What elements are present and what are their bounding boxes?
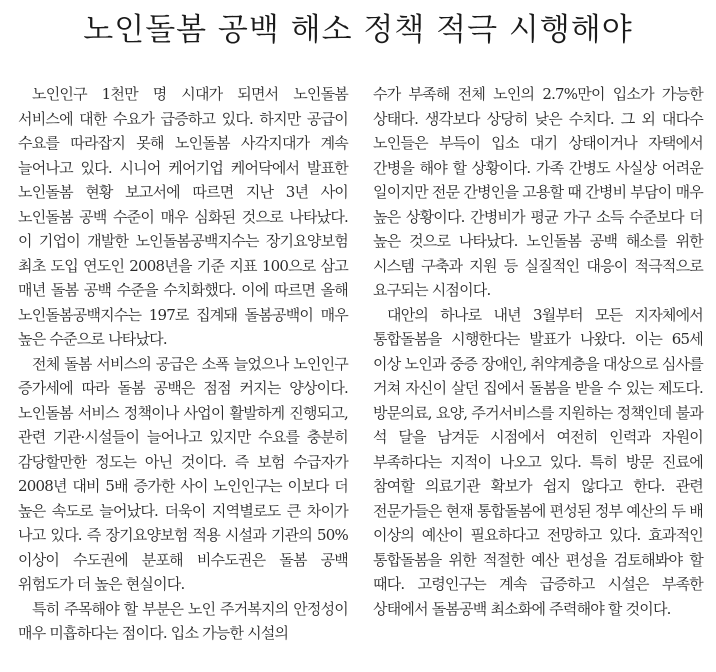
article-right-column: [373, 82, 703, 621]
article-paragraph-4: 대안의 하나로 내년 3월부터 모든 지자체에서 통합돌봄을 시행한다는 발표가 나왔다. 이는 65세 이상 노인과 중증 장애인, 취약계층을 대상으로 심사를 거쳐 자신이 살던 집에서 돌봄을 받을 수 있는 제도다. 방문의료, 요양, 주거서비스를 지원하는 정책인데 불과 석 달을 남겨둔 시점에서 여전히 인력과 자원이 부족하다는 지적이 나오고 있다. 특히 방문 진료에 참여할 의료기관 확보가 쉽지 않다고 한다. 관련 전문가들은 현재 통합돌봄에 편성된 정부 예산의 두 배 이상의 예산이 필요하다고 전망하고 있다. 효과적인 통합돌봄을 위한 적절한 예산 편성을 검토해봐야 할 때다. 고령인구는 계속 급증하고 시설은 부족한 상태에서 돌봄공백 최소화에 주력해야 할 것이다.: [373, 305, 703, 618]
article-paragraph-3-continued: 수가 부족해 전체 노인의 2.7%만이 입소가 가능한 상태다. 생각보다 상당히 낮은 수치다. 그 외 대다수 노인들은 부득이 입소 대기 상태이거나 자택에서 간병을 해야 할 상황이다. 가족 간병도 사실상 어려운 일이지만 전문 간병인을 고용할 때 간병비 부담이 매우 높은 상황이다. 간병비가 평균 가구 소득 수준보다 더 높은 것으로 나타났다. 노인돌봄 공백 해소를 위한 시스템 구축과 지원 등 실질적인 대응이 적극적으로 요구되는 시점이다.: [373, 85, 703, 299]
article-headline: 노인돌봄 공백 해소 정책 적극 시행해야: [83, 12, 633, 48]
article-paragraph-3: 특히 주목해야 할 부분은 노인 주거복지의 안정성이 매우 미흡하다는 점이다. 입소 가능한 시설의: [18, 599, 348, 642]
article-left-column: [18, 82, 348, 646]
article-paragraph-2: 전체 돌봄 서비스의 공급은 소폭 늘었으나 노인인구 증가세에 따라 돌봄 공백은 점점 커지는 양상이다. 노인돌봄 서비스 정책이나 사업이 활발하게 진행되고, 관련 기관·시설들이 늘어나고 있지만 수요를 충분히 감당할만한 정도는 아닌 것이다. 즉 보험 수급자가 2008년 대비 5배 증가한 사이 노인인구는 이보다 더 높은 속도로 늘어났다. 더욱이 지역별로도 큰 차이가 나고 있다. 즉 장기요양보험 적용 시설과 기관의 50% 이상이 수도권에 분포해 비수도권은 돌봄 공백 위험도가 더 높은 현실이다.: [18, 354, 348, 593]
article-paragraph-1: 노인인구 1천만 명 시대가 되면서 노인돌봄 서비스에 대한 수요가 급증하고 있다. 하지만 공급이 수요를 따라잡지 못해 노인돌봄 사각지대가 계속 늘어나고 있다. 시니어 케어기업 케어닥에서 발표한 노인돌봄 현황 보고서에 따르면 지난 3년 사이 노인돌봄 공백 수준이 매우 심화된 것으로 나타났다. 이 기업이 개발한 노인돌봄공백지수는 장기요양보험 최초 도입 연도인 2008년을 기준 지표 100으로 삼고 매년 돌봄 공백 수준을 수치화했다. 이에 따르면 올해 노인돌봄공백지수는 197로 집계돼 돌봄공백이 매우 높은 수준으로 나타났다.: [18, 85, 348, 348]
